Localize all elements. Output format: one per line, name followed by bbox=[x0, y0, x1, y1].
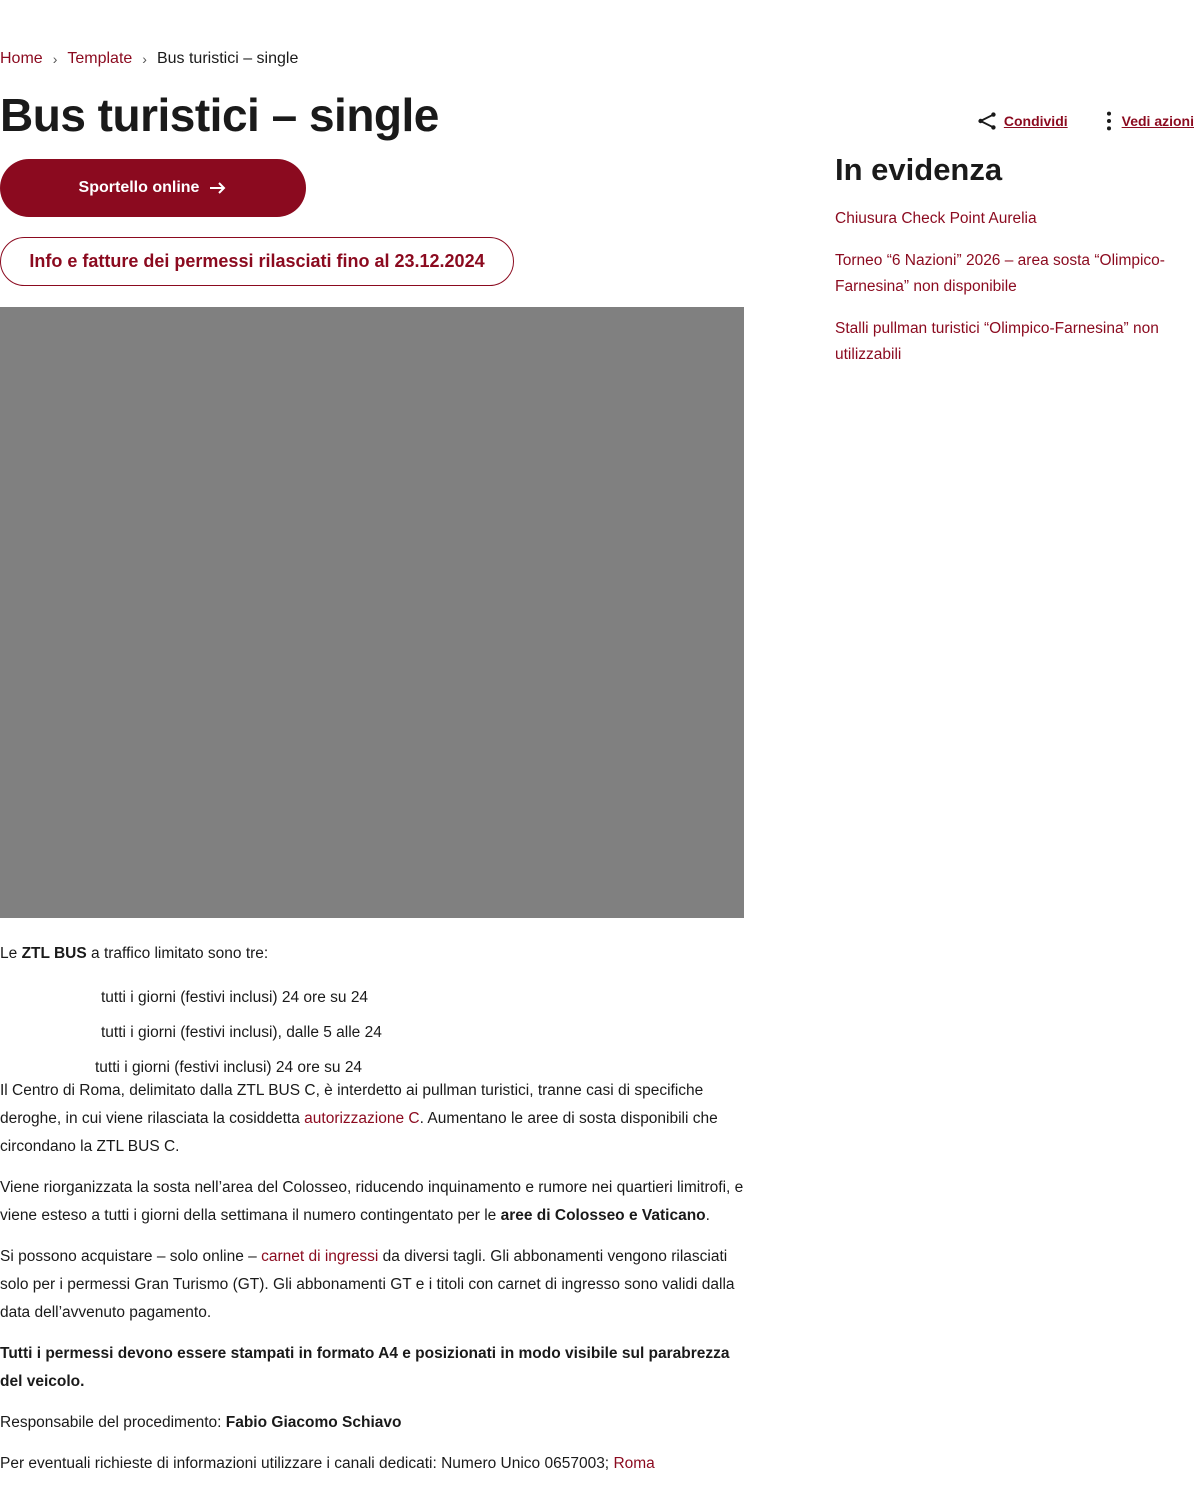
ztl-item: tutti i giorni (festivi inclusi) 24 ore su 24 bbox=[101, 989, 369, 1006]
breadcrumb-home-link[interactable]: Home bbox=[0, 50, 43, 67]
highlights-sidebar bbox=[835, 152, 1195, 384]
highlight-link[interactable]: Torneo “6 Nazioni” 2026 – area sosta “Olimpico-Farnesina” non disponibile bbox=[835, 252, 1165, 295]
p4-bold: Tutti i permessi devono essere stampati in formato A4 e posizionati in modo visibile sul parabrezza del veicolo. bbox=[0, 1345, 730, 1390]
page-actions bbox=[976, 110, 1194, 132]
p3-text-end: da diversi tagli. Gli abbonamenti vengono rilasciati solo per i permessi Gran Turismo (GT). Gli abbonamenti GT e i titoli con carnet di ingresso sono validi dalla data dell’avvenuto pagamento. bbox=[0, 1248, 735, 1321]
p6-text: Per eventuali richieste di informazioni utilizzare i canali dedicati: Numero Unico 0657003; bbox=[0, 1455, 614, 1472]
highlight-item bbox=[835, 316, 1195, 368]
p2-text-end: . bbox=[705, 1207, 710, 1224]
share-link[interactable]: Condividi bbox=[1003, 113, 1068, 129]
body-paragraphs bbox=[0, 1077, 744, 1491]
online-desk-button[interactable] bbox=[0, 159, 306, 217]
paragraph-carnet bbox=[0, 1243, 744, 1327]
intro-text-end: a traffico limitato sono tre: bbox=[86, 945, 269, 962]
p1-text: Il Centro di Roma, delimitato dalla ZTL BUS C, è interdetto ai pullman turistici, tranne casi di specifiche deroghe, in cui viene rilasciata la cosiddetta bbox=[0, 1082, 704, 1127]
hero-image-placeholder bbox=[0, 307, 744, 918]
carnet-link[interactable]: carnet di ingressi bbox=[261, 1248, 379, 1265]
p5-text: Responsabile del procedimento: bbox=[0, 1414, 226, 1431]
share-action[interactable] bbox=[976, 110, 1068, 132]
breadcrumb-current: Bus turistici – single bbox=[156, 50, 299, 67]
paragraph-permits-note bbox=[0, 1340, 744, 1396]
permits-info-button[interactable]: Info e fatture dei permessi rilasciati fino al 23.12.2024 bbox=[0, 237, 514, 286]
chevron-right-icon: › bbox=[142, 51, 147, 67]
p1-text-end: . Aumentano le aree di sosta disponibili che circondano la ZTL BUS C. bbox=[0, 1110, 718, 1155]
paragraph-responsible bbox=[0, 1409, 744, 1437]
highlights-list bbox=[835, 206, 1195, 368]
paragraph-colosseo bbox=[0, 1174, 744, 1230]
more-actions[interactable] bbox=[1102, 110, 1194, 132]
chevron-right-icon: › bbox=[52, 51, 58, 67]
breadcrumb bbox=[0, 50, 298, 68]
p3-text: Si possono acquistare – solo online – bbox=[0, 1248, 262, 1265]
paragraph-centro bbox=[0, 1077, 744, 1161]
arrow-right-icon bbox=[209, 181, 227, 195]
ztl-item: tutti i giorni (festivi inclusi), dalle 5 alle 24 bbox=[101, 1024, 382, 1041]
share-icon bbox=[976, 110, 998, 132]
more-actions-link[interactable]: Vedi azioni bbox=[1121, 113, 1194, 129]
more-vertical-icon bbox=[1102, 110, 1116, 132]
autorizzazione-c-link[interactable]: autorizzazione C bbox=[304, 1110, 420, 1127]
p2-bold: aree di Colosseo e Vaticano bbox=[500, 1207, 706, 1224]
responsible-name: Fabio Giacomo Schiavo bbox=[225, 1414, 402, 1431]
roma-link[interactable]: Roma bbox=[613, 1455, 655, 1472]
highlight-link[interactable]: Stalli pullman turistici “Olimpico-Farnesina” non utilizzabili bbox=[835, 320, 1159, 363]
intro-bold: ZTL BUS bbox=[21, 945, 87, 962]
paragraph-contacts bbox=[0, 1450, 744, 1478]
page-title: Bus turistici – single bbox=[0, 89, 439, 141]
intro-paragraph bbox=[0, 940, 268, 968]
online-desk-label: Sportello online bbox=[78, 179, 200, 196]
highlight-link[interactable]: Chiusura Check Point Aurelia bbox=[835, 210, 1037, 227]
ztl-item: tutti i giorni (festivi inclusi) 24 ore su 24 bbox=[95, 1059, 363, 1076]
highlights-title: In evidenza bbox=[835, 152, 1003, 187]
breadcrumb-template-link[interactable]: Template bbox=[67, 50, 133, 67]
p2-text: Viene riorganizzata la sosta nell’area del Colosseo, riducendo inquinamento e rumore nei quartieri limitrofi, e viene esteso a tutti i giorni della settimana il numero contingentato per le bbox=[0, 1179, 744, 1224]
highlight-item bbox=[835, 248, 1195, 300]
intro-text: Le bbox=[0, 945, 22, 962]
highlight-item bbox=[835, 206, 1195, 232]
